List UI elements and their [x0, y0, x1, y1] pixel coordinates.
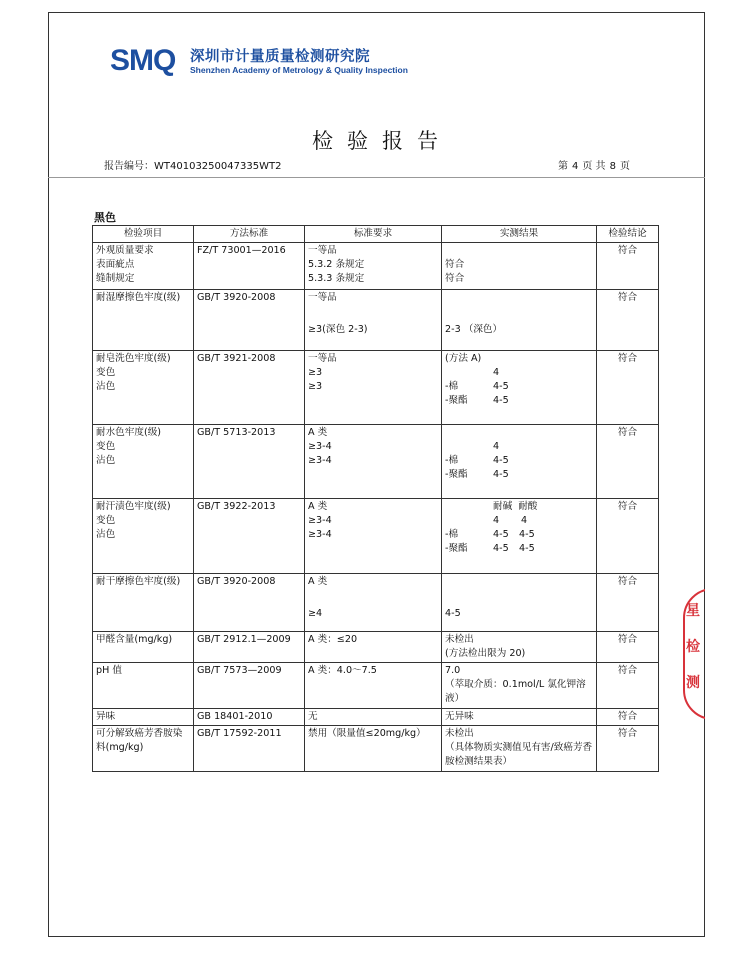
table-row: [93, 709, 659, 726]
institute-name-en: Shenzhen Academy of Metrology & Quality Inspection: [190, 65, 408, 75]
seal-char: 测: [686, 675, 700, 691]
verdict-cell: 符合: [597, 243, 659, 290]
item-cell: 耐皂洗色牢度(级) 变色 沾色: [93, 351, 194, 425]
method-cell: GB/T 5713-2013: [194, 425, 305, 499]
official-seal-stamp: [683, 588, 705, 720]
verdict-cell: 符合: [597, 574, 659, 632]
page-mid: 页 共: [582, 161, 606, 172]
table-row: [93, 425, 659, 499]
method-cell: FZ/T 73001—2016: [194, 243, 305, 290]
seal-char: 检: [686, 639, 700, 655]
item-cell: 耐湿摩擦色牢度(级): [93, 290, 194, 351]
item-cell: 异味: [93, 709, 194, 726]
header-item: 检验项目: [93, 226, 194, 243]
header-requirement: 标准要求: [305, 226, 442, 243]
page-suffix: 页: [619, 161, 630, 172]
report-number-label: 报告编号：: [104, 161, 154, 172]
report-number: [104, 157, 281, 172]
page-indicator: [558, 157, 630, 172]
item-cell: 耐汗渍色牢度(级) 变色 沾色: [93, 499, 194, 574]
requirement-cell: A 类 ≥3-4 ≥3-4: [305, 425, 442, 499]
verdict-cell: 符合: [597, 351, 659, 425]
table-row: [93, 632, 659, 663]
header-divider: [48, 177, 705, 178]
table-row: [93, 663, 659, 709]
result-cell: 2-3 （深色）: [442, 290, 597, 351]
result-cell: 7.0 （萃取介质：0.1mol/L 氯化钾溶液）: [442, 663, 597, 709]
page-total: 8: [609, 161, 616, 172]
verdict-cell: 符合: [597, 290, 659, 351]
header-result: 实测结果: [442, 226, 597, 243]
results-table: [92, 225, 659, 772]
requirement-cell: A 类 ≥4: [305, 574, 442, 632]
requirement-cell: A 类：4.0～7.5: [305, 663, 442, 709]
requirement-cell: 一等品 5.3.2 条规定 5.3.3 条规定: [305, 243, 442, 290]
result-cell: 未检出 （具体物质实测值见有害/致癌芳香胺检测结果表）: [442, 726, 597, 772]
item-cell: 耐水色牢度(级) 变色 沾色: [93, 425, 194, 499]
institute-name-cn: 深圳市计量质量检测研究院: [190, 49, 370, 65]
table-row: [93, 351, 659, 425]
header-method: 方法标准: [194, 226, 305, 243]
page-prefix: 第: [558, 161, 568, 172]
result-cell: 无异味: [442, 709, 597, 726]
table-row: [93, 574, 659, 632]
section-title: 黑色: [94, 211, 116, 224]
requirement-cell: A 类：≤20: [305, 632, 442, 663]
result-cell: (方法 A) 4 -棉 4-5 -聚酯 4-5: [442, 351, 597, 425]
method-cell: GB/T 3920-2008: [194, 574, 305, 632]
method-cell: GB/T 3921-2008: [194, 351, 305, 425]
logo-mark: SMQ: [110, 44, 176, 77]
table-header-row: [93, 226, 659, 243]
item-cell: pH 值: [93, 663, 194, 709]
verdict-cell: 符合: [597, 499, 659, 574]
result-cell: 符合 符合: [442, 243, 597, 290]
verdict-cell: 符合: [597, 709, 659, 726]
verdict-cell: 符合: [597, 726, 659, 772]
table-row: [93, 290, 659, 351]
verdict-cell: 符合: [597, 425, 659, 499]
table-row: [93, 726, 659, 772]
item-cell: 甲醛含量(mg/kg): [93, 632, 194, 663]
requirement-cell: 一等品 ≥3 ≥3: [305, 351, 442, 425]
result-cell: 4 -棉 4-5 -聚酯 4-5: [442, 425, 597, 499]
header-verdict: 检验结论: [597, 226, 659, 243]
result-cell: 耐碱 耐酸 4 4 -棉 4-5 4-5 -聚酯 4-5 4-5: [442, 499, 597, 574]
requirement-cell: 无: [305, 709, 442, 726]
verdict-cell: 符合: [597, 663, 659, 709]
method-cell: GB/T 3920-2008: [194, 290, 305, 351]
verdict-cell: 符合: [597, 632, 659, 663]
requirement-cell: 一等品 ≥3(深色 2-3): [305, 290, 442, 351]
method-cell: GB/T 7573—2009: [194, 663, 305, 709]
method-cell: GB/T 2912.1—2009: [194, 632, 305, 663]
table-row: [93, 499, 659, 574]
method-cell: GB/T 17592-2011: [194, 726, 305, 772]
requirement-cell: A 类 ≥3-4 ≥3-4: [305, 499, 442, 574]
requirement-cell: 禁用（限量值≤20mg/kg）: [305, 726, 442, 772]
item-cell: 耐干摩擦色牢度(级): [93, 574, 194, 632]
table-row: [93, 243, 659, 290]
method-cell: GB/T 3922-2013: [194, 499, 305, 574]
item-cell: 外观质量要求 表面疵点 缝制规定: [93, 243, 194, 290]
item-cell: 可分解致癌芳香胺染料(mg/kg): [93, 726, 194, 772]
result-cell: 4-5: [442, 574, 597, 632]
page-current: 4: [572, 161, 579, 172]
method-cell: GB 18401-2010: [194, 709, 305, 726]
result-cell: 未检出 (方法检出限为 20): [442, 632, 597, 663]
seal-char: 星: [686, 603, 700, 619]
report-title: 检验报告: [312, 129, 452, 153]
report-number-value: WT40103250047335WT2: [154, 161, 282, 172]
